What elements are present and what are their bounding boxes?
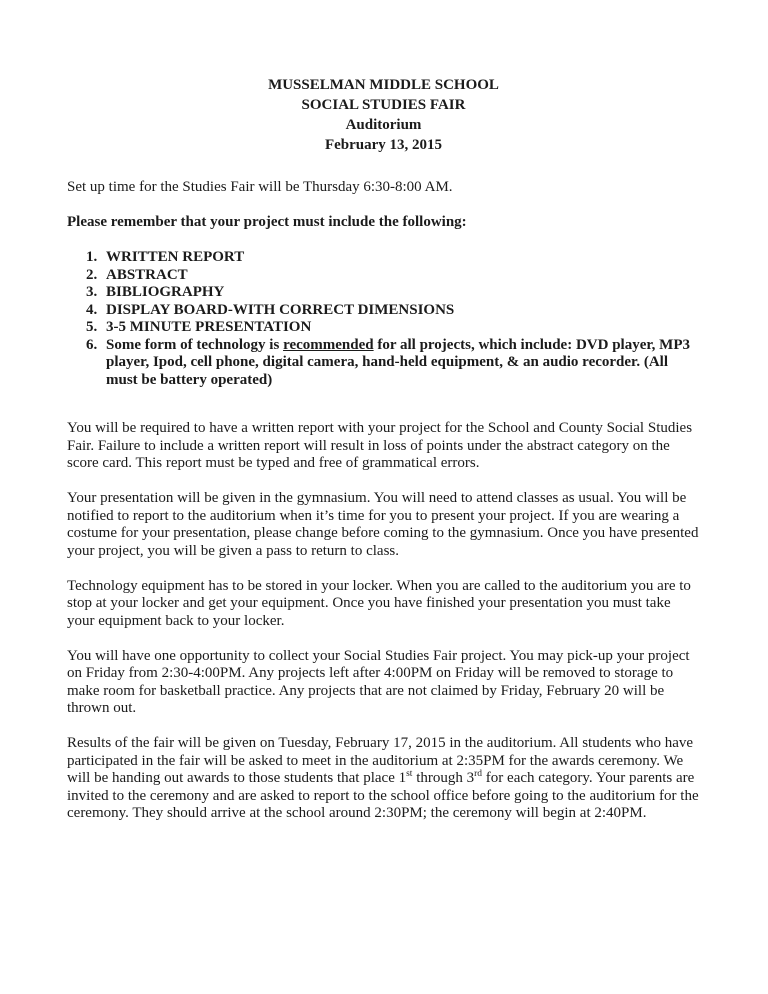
requirement-item-4	[67, 302, 700, 320]
requirement-item-6	[67, 337, 700, 390]
item-number: 3.	[86, 284, 98, 300]
item-text: DISPLAY BOARD-WITH CORRECT DIMENSIONS	[106, 301, 455, 318]
body-copy	[67, 420, 700, 823]
item-text: WRITTEN REPORT	[106, 249, 245, 265]
title-location: Auditorium	[345, 117, 422, 133]
title-date: February 13, 2015	[324, 137, 443, 153]
paragraph-presentation: Your presentation will be given in the gymnasium. You will need to attend classes as usual. You will be notified to report to the auditorium when it’s time for you to present your project. If you are wearing a costume for your presentation, please change before coming to the gymnasium. Once you have presented your project, you will be given a pass to return to class.	[67, 490, 699, 559]
item-number: 1.	[86, 249, 98, 265]
requirement-item-2	[67, 267, 700, 285]
results-text-2: through 3	[412, 770, 475, 786]
requirement-item-3	[67, 284, 700, 302]
reminder-heading: Please remember that your project must include the following:	[67, 214, 467, 230]
requirements-list	[67, 249, 700, 389]
title-event: SOCIAL STUDIES FAIR	[301, 97, 466, 113]
item-text-post: for all projects, which include: DVD player, MP3 player, Ipod, cell phone, digital camera, hand-held equipment, & an audio recorder. (All must be battery operated)	[106, 336, 690, 388]
item-text	[106, 337, 700, 390]
ordinal-superscript-rd: rd	[474, 769, 483, 779]
item-text: ABSTRACT	[106, 266, 188, 283]
setup-time-paragraph: Set up time for the Studies Fair will be Thursday 6:30-8:00 AM.	[67, 179, 453, 195]
item-number: 5.	[86, 319, 98, 335]
paragraph-results-ceremony	[67, 735, 700, 823]
underlined-word: recommended	[283, 336, 374, 353]
title-school: MUSSELMAN MIDDLE SCHOOL	[268, 77, 499, 93]
requirement-item-5	[67, 319, 700, 337]
ordinal-superscript-st: st	[406, 769, 413, 779]
item-text: 3-5 MINUTE PRESENTATION	[106, 319, 312, 335]
item-text-pre: Some form of technology is	[106, 336, 284, 353]
document-header	[67, 75, 700, 155]
item-text: BIBLIOGRAPHY	[106, 284, 225, 300]
results-text-1: Results of the fair will be given on Tuesday, February 17, 2015 in the auditorium. All students who have participated in the fair will be asked to meet in the auditorium at 2:35PM for the awards ceremony. We will be handing out awards to those students that place 1	[67, 735, 694, 786]
paragraph-technology-storage: Technology equipment has to be stored in your locker. When you are called to the auditorium you are to stop at your locker and get your equipment. Once you have finished your presentation you must take your equipment back to your locker.	[67, 577, 691, 629]
item-number: 6.	[86, 336, 98, 353]
item-number: 2.	[86, 266, 98, 283]
paragraph-project-pickup: You will have one opportunity to collect your Social Studies Fair project. You may pick-up your project on Friday from 2:30-4:00PM. Any projects left after 4:00PM on Friday will be removed to storage to make room for basketball practice. Any projects that are not claimed by Friday, February 20 will be thrown out.	[67, 647, 690, 716]
results-text-3: for each category. Your parents are invited to the ceremony and are asked to report to the school office before going to the auditorium for the ceremony. They should arrive at the school around 2:30PM; the ceremony will begin at 2:40PM.	[67, 770, 699, 821]
paragraph-written-report: You will be required to have a written report with your project for the School and County Social Studies Fair. Failure to include a written report will result in loss of points under the abstract category on the score card. This report must be typed and free of grammatical errors.	[67, 420, 693, 471]
item-number: 4.	[86, 301, 98, 318]
requirement-item-1	[67, 249, 700, 267]
